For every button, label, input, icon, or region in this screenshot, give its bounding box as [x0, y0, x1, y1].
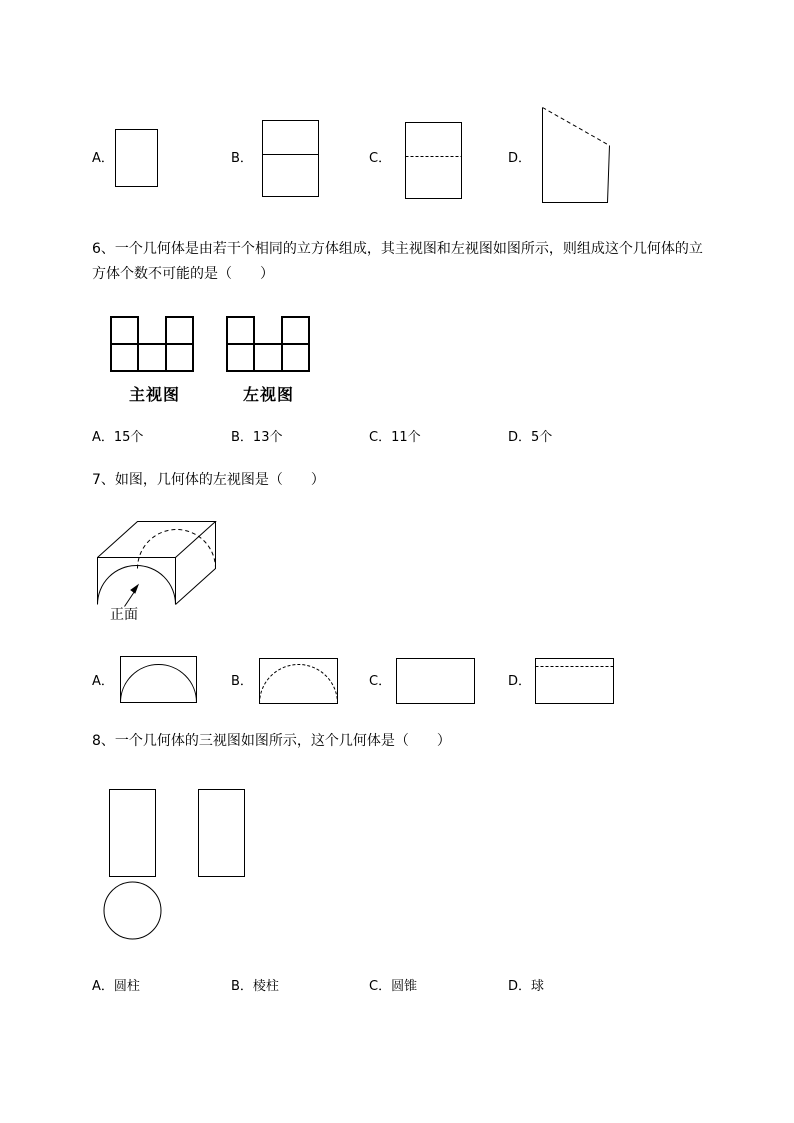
q8-option-d[interactable]: D．球 — [508, 979, 545, 994]
q5-option-a-label[interactable]: A． — [92, 151, 114, 166]
q8-top-view — [104, 882, 161, 939]
q6-option-d[interactable]: D．5个 — [508, 430, 553, 445]
q5-option-b-label[interactable]: B． — [231, 151, 253, 166]
q6-option-b[interactable]: B．13个 — [231, 430, 283, 445]
q5-option-c-label[interactable]: C． — [369, 151, 392, 166]
q6-front-view-caption: 主视图 — [129, 385, 181, 404]
q6-left-view-caption: 左视图 — [243, 385, 295, 404]
q8-side-view — [199, 790, 245, 877]
q7-option-b-label[interactable]: B． — [231, 674, 253, 689]
q8-question: 8、一个几何体的三视图如图所示，这个几何体是（ ） — [92, 733, 451, 749]
q7-front-label: 正面 — [110, 607, 138, 623]
q8-option-b[interactable]: B．棱柱 — [231, 979, 279, 994]
q6-option-a[interactable]: A．15个 — [92, 430, 144, 445]
q5-option-d-label[interactable]: D． — [508, 151, 532, 166]
q7-option-d-label[interactable]: D． — [508, 674, 532, 689]
q6-option-c[interactable]: C．11个 — [369, 430, 421, 445]
q7-option-c-label[interactable]: C． — [369, 674, 392, 689]
q7-option-a-label[interactable]: A． — [92, 674, 114, 689]
q6-question-line2: 方体个数不可能的是（ ） — [92, 266, 274, 282]
q6-question-line1: 6、一个几何体是由若干个相同的立方体组成，其主视图和左视图如图所示，则组成这个几何体的立 — [92, 241, 703, 257]
q7-question: 7、如图，几何体的左视图是（ ） — [92, 472, 325, 488]
q8-option-a[interactable]: A．圆柱 — [92, 979, 140, 994]
q8-option-c[interactable]: C．圆锥 — [369, 979, 418, 994]
q8-front-view — [110, 790, 156, 877]
